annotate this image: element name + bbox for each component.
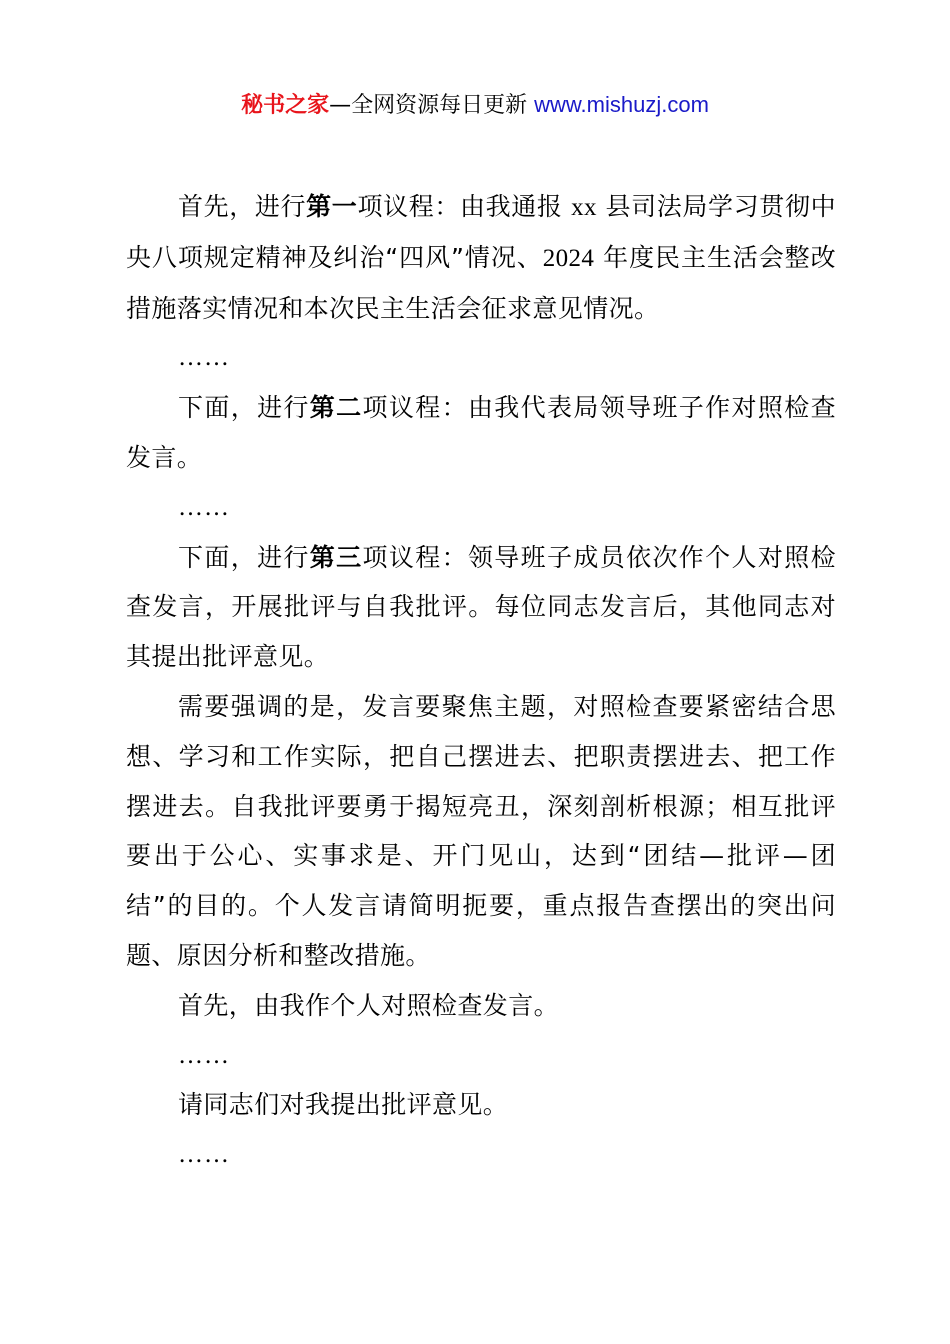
agenda-3-label: 第三 bbox=[309, 542, 363, 572]
paragraph-agenda-2: 下面，进行第二项议程：由我代表局领导班子作对照检查发言。 bbox=[126, 393, 836, 472]
brand-name: 秘书之家 bbox=[241, 93, 330, 118]
paragraph-agenda-3: 下面，进行第三项议程：领导班子成员依次作个人对照检查发言，开展批评与自我批评。每位同志发言后，其他同志对其提出批评意见。 bbox=[126, 542, 836, 672]
ellipsis-2: …… bbox=[178, 493, 230, 521]
ellipsis-3: …… bbox=[178, 1041, 230, 1069]
agenda-1-label: 第一 bbox=[306, 192, 358, 221]
paragraph-request-criticism: 请同志们对我提出批评意见。 bbox=[178, 1090, 509, 1120]
ellipsis-4: …… bbox=[178, 1141, 230, 1169]
ellipsis-1: …… bbox=[178, 344, 230, 372]
paragraph-requirements: 需要强调的是，发言要聚焦主题，对照检查要紧密结合思想、学习和工作实际，把自己摆进去、把职责摆进去、把工作摆进去。自我批评要勇于揭短亮丑，深刻剖析根源；相互批评要出于公心、实事求是、开门见山，达到“团结—批评—团结”的目的。个人发言请简明扼要，重点报告查摆出的突出问题、原因分析和整改措施。 bbox=[126, 691, 836, 970]
page-header bbox=[0, 88, 950, 123]
document-body bbox=[126, 182, 836, 1180]
paragraph-self-statement: 首先，由我作个人对照检查发言。 bbox=[178, 990, 560, 1020]
paragraph-agenda-1: 首先，进行第一项议程：由我通报 xx 县司法局学习贯彻中央八项规定精神及纠治“四风”情况、2024 年度民主生活会整改措施落实情况和本次民主生活会征求意见情况。 bbox=[126, 192, 836, 323]
agenda-2-label: 第二 bbox=[309, 393, 363, 423]
site-url-link[interactable]: www.mishuzj.com bbox=[534, 92, 709, 117]
header-tagline: —全网资源每日更新 bbox=[329, 93, 535, 118]
